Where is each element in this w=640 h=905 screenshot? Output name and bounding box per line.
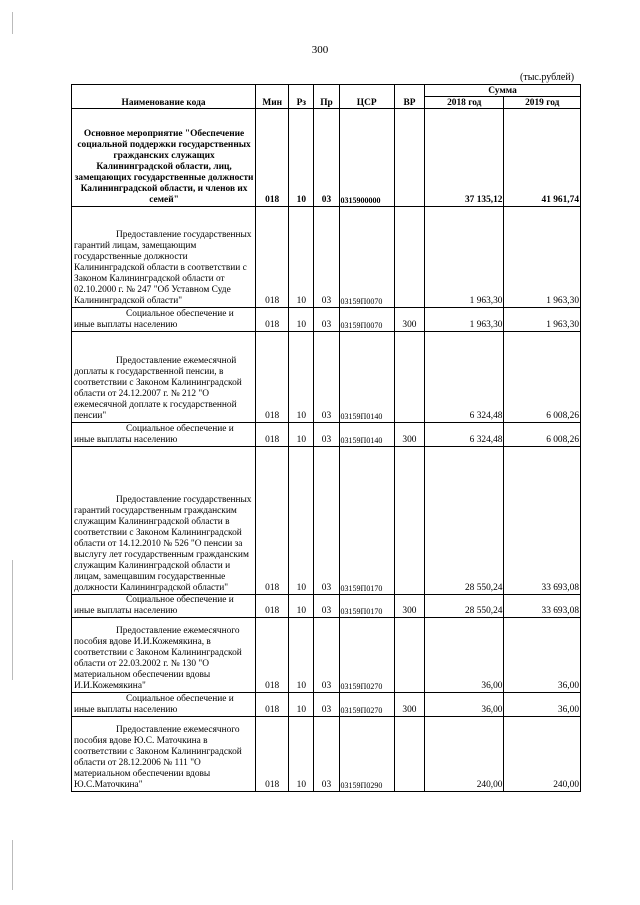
row-2018: 28 550,24 (425, 447, 504, 595)
scan-edge-mark (12, 840, 13, 890)
row-rz: 10 (289, 618, 314, 693)
header-csr: ЦСР (339, 85, 394, 109)
row-vr (394, 207, 424, 308)
row-name: Социальное обеспечение и иные выплаты населению (72, 595, 256, 618)
row-pr: 03 (314, 308, 339, 332)
row-min: 018 (256, 308, 289, 332)
table-row (72, 308, 581, 332)
row-2019: 1 963,30 (504, 308, 581, 332)
scan-edge-mark (12, 12, 13, 34)
row-min: 018 (256, 618, 289, 693)
row-name: Предоставление государственных гарантий лицам, замещающим государственные должности Калининградской области в соответствии с Законом Калининградской области от 02.10.2000 г. № 247 "Об Уставном Суде Калининградской области" (72, 207, 256, 308)
row-min: 018 (256, 332, 289, 423)
row-2018: 28 550,24 (425, 595, 504, 618)
row-pr: 03 (314, 423, 339, 447)
row-pr: 03 (314, 207, 339, 308)
row-name: Социальное обеспечение и иные выплаты населению (72, 693, 256, 717)
row-csr: 03159П0170 (339, 447, 394, 595)
row-csr: 03159П0270 (339, 618, 394, 693)
row-pr: 03 (314, 717, 339, 792)
row-2019: 240,00 (504, 717, 581, 792)
table-row (72, 109, 581, 207)
table-row (72, 618, 581, 693)
row-rz: 10 (289, 595, 314, 618)
row-rz: 10 (289, 308, 314, 332)
row-name: Основное мероприятие "Обеспечение социальной поддержки государственных гражданских служащих Калининградской области, лиц, замещающих государственные должности Калининградской области, и членов их семей" (72, 109, 256, 207)
row-2018: 1 963,30 (425, 308, 504, 332)
row-2018: 36,00 (425, 618, 504, 693)
row-name: Предоставление ежемесячной доплаты к государственной пенсии, в соответствии с Законом Калининградской области от 24.12.2007 г. № 212 "О ежемесячной доплате к государственной пенсии" (72, 332, 256, 423)
row-name: Предоставление государственных гарантий государственным гражданским служащим Калининградской области в соответствии с Законом Калининградской области от 14.12.2010 № 526 "О пенсии за выслугу лет государственным гражданским служащим Калининградской области и лицам, замещавшим государственные должности Калининградской области" (72, 447, 256, 595)
row-min: 018 (256, 447, 289, 595)
row-2019: 36,00 (504, 618, 581, 693)
row-csr: 03159П0170 (339, 595, 394, 618)
row-pr: 03 (314, 618, 339, 693)
table-row (72, 595, 581, 618)
row-2019: 33 693,08 (504, 447, 581, 595)
units-label: (тыс.рублей) (520, 72, 575, 83)
row-vr (394, 717, 424, 792)
row-2018: 6 324,48 (425, 332, 504, 423)
row-rz: 10 (289, 423, 314, 447)
row-rz: 10 (289, 447, 314, 595)
row-vr: 300 (394, 308, 424, 332)
row-2018: 240,00 (425, 717, 504, 792)
table-header (72, 85, 581, 109)
row-pr: 03 (314, 109, 339, 207)
row-csr: 03159П0140 (339, 423, 394, 447)
row-csr: 03159П0270 (339, 693, 394, 717)
row-name: Социальное обеспечение и иные выплаты населению (72, 423, 256, 447)
row-2019: 36,00 (504, 693, 581, 717)
row-vr: 300 (394, 595, 424, 618)
table-row (72, 693, 581, 717)
header-sum: Сумма (425, 85, 581, 97)
row-vr (394, 109, 424, 207)
row-min: 018 (256, 717, 289, 792)
scan-edge-mark (12, 560, 13, 680)
header-name: Наименование кода (72, 85, 256, 109)
row-min: 018 (256, 207, 289, 308)
table-row (72, 717, 581, 792)
row-2019: 1 963,30 (504, 207, 581, 308)
row-rz: 10 (289, 109, 314, 207)
row-min: 018 (256, 109, 289, 207)
row-pr: 03 (314, 693, 339, 717)
header-rz: Рз (289, 85, 314, 109)
row-vr (394, 332, 424, 423)
row-csr: 03159П0070 (339, 308, 394, 332)
table-body (72, 109, 581, 792)
row-2019: 6 008,26 (504, 423, 581, 447)
row-pr: 03 (314, 447, 339, 595)
row-2019: 33 693,08 (504, 595, 581, 618)
row-2019: 6 008,26 (504, 332, 581, 423)
header-2018: 2018 год (425, 97, 504, 109)
row-min: 018 (256, 693, 289, 717)
table-row (72, 447, 581, 595)
row-rz: 10 (289, 332, 314, 423)
row-csr: 03159П0290 (339, 717, 394, 792)
row-2018: 36,00 (425, 693, 504, 717)
row-vr (394, 447, 424, 595)
row-csr: 03159П0140 (339, 332, 394, 423)
row-min: 018 (256, 595, 289, 618)
row-vr: 300 (394, 423, 424, 447)
row-2018: 1 963,30 (425, 207, 504, 308)
row-2018: 37 135,12 (425, 109, 504, 207)
row-min: 018 (256, 423, 289, 447)
header-min: Мин (256, 85, 289, 109)
header-pr: Пр (314, 85, 339, 109)
row-name: Социальное обеспечение и иные выплаты населению (72, 308, 256, 332)
row-pr: 03 (314, 332, 339, 423)
row-vr: 300 (394, 693, 424, 717)
row-name: Предоставление ежемесячного пособия вдове И.И.Кожемякина, в соответствии с Законом Калининградской области от 22.03.2002 г. № 130 "О материальном обеспечении вдовы И.И.Кожемякина" (72, 618, 256, 693)
row-vr (394, 618, 424, 693)
budget-table (71, 84, 581, 792)
row-pr: 03 (314, 595, 339, 618)
row-name: Предоставление ежемесячного пособия вдове Ю.С. Маточкина в соответствии с Законом Калининградской области от 28.12.2006 № 111 "О материальном обеспечении вдовы Ю.С.Маточкина" (72, 717, 256, 792)
row-rz: 10 (289, 693, 314, 717)
header-2019: 2019 год (504, 97, 581, 109)
header-vr: ВР (394, 85, 424, 109)
table-row (72, 332, 581, 423)
page-number: 300 (311, 44, 329, 56)
row-csr: 0315900000 (339, 109, 394, 207)
row-2018: 6 324,48 (425, 423, 504, 447)
row-rz: 10 (289, 717, 314, 792)
table-row (72, 423, 581, 447)
row-csr: 03159П0070 (339, 207, 394, 308)
row-rz: 10 (289, 207, 314, 308)
row-2019: 41 961,74 (504, 109, 581, 207)
table-row (72, 207, 581, 308)
